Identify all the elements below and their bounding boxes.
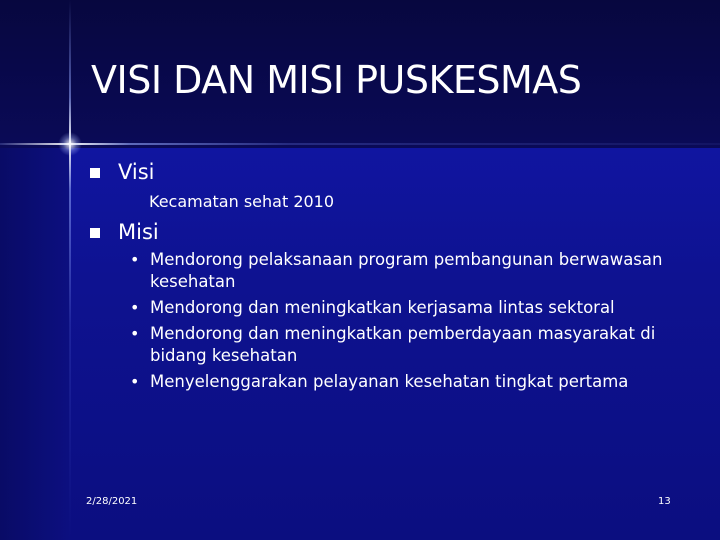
- left-accent-strip: [0, 148, 70, 540]
- light-cross-horizontal: [0, 143, 720, 145]
- visi-heading: Visi: [118, 160, 155, 184]
- round-bullet-icon: •: [130, 372, 140, 391]
- misi-item-text: Menyelenggarakan pelayanan kesehatan tingkat pertama: [150, 372, 629, 391]
- slide-title: VISI DAN MISI PUSKESMAS: [91, 58, 582, 102]
- misi-item: [128, 323, 688, 367]
- misi-heading: Misi: [118, 220, 159, 244]
- misi-list: [128, 249, 688, 397]
- square-bullet-icon: [90, 228, 100, 238]
- round-bullet-icon: •: [130, 324, 140, 343]
- misi-item: [128, 371, 688, 393]
- misi-item: [128, 249, 688, 293]
- round-bullet-icon: •: [130, 298, 140, 317]
- misi-item-text: Mendorong dan meningkatkan pemberdayaan masyarakat di bidang kesehatan: [150, 324, 656, 365]
- light-cross-vertical: [69, 0, 71, 540]
- page-number: 13: [658, 496, 671, 507]
- star-sparkle-icon: [58, 132, 82, 156]
- misi-item-text: Mendorong pelaksanaan program pembangunan berwawasan kesehatan: [150, 250, 663, 291]
- misi-item: [128, 297, 688, 319]
- round-bullet-icon: •: [130, 250, 140, 269]
- visi-text: Kecamatan sehat 2010: [149, 192, 335, 211]
- misi-item-text: Mendorong dan meningkatkan kerjasama lintas sektoral: [150, 298, 615, 317]
- square-bullet-icon: [90, 168, 100, 178]
- footer-date: 2/28/2021: [86, 496, 138, 507]
